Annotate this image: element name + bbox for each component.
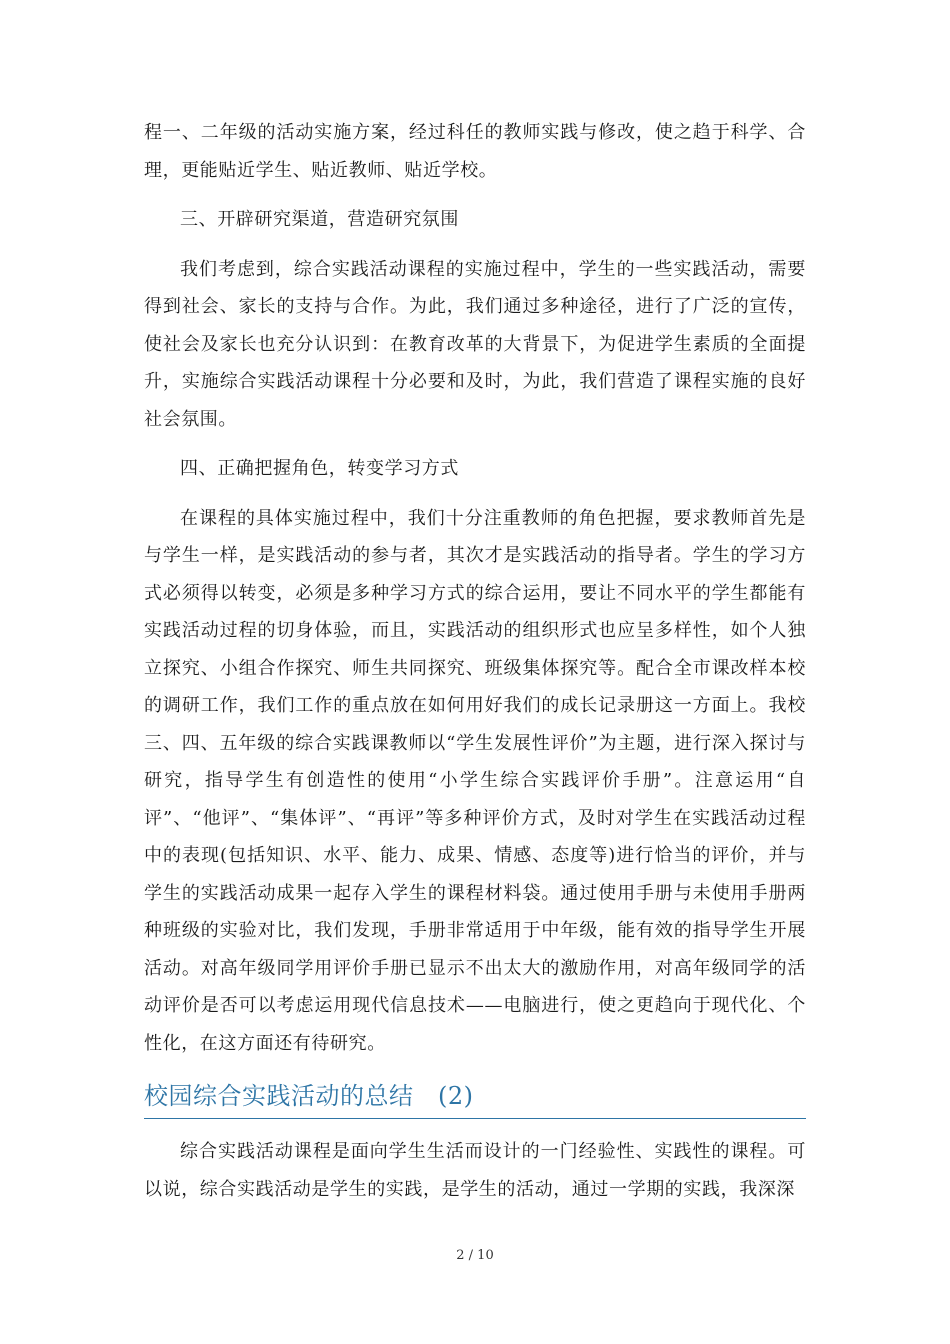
section-intro-paragraph: 综合实践活动课程是面向学生生活而设计的一门经验性、实践性的课程。可以说，综合实践活动是学生的实践，是学生的活动，通过一学期的实践，我深深 (144, 1141, 806, 1200)
paragraph-section-3: 我们考虑到，综合实践活动课程的实施过程中，学生的一些实践活动，需要得到社会、家长的支持与合作。为此，我们通过多种途径，进行了广泛的宣传，使社会及家长也充分认识到：在教育改革的大背景下，为促进学生素质的全面提升，实施综合实践活动课程十分必要和及时，为此，我们营造了课程实施的良好社会氛围。 (144, 258, 806, 430)
document-body (144, 114, 806, 1208)
page-number: 2 / 10 (456, 1248, 494, 1263)
heading-section-4: 四、正确把握角色，转变学习方式 (180, 458, 459, 479)
continuation-paragraph: 程一、二年级的活动实施方案，经过科任的教师实践与修改，使之趋于科学、合理，更能贴近学生、贴近教师、贴近学校。 (144, 122, 806, 181)
paragraph-section-4: 在课程的具体实施过程中，我们十分注重教师的角色把握，要求教师首先是与学生一样，是实践活动的参与者，其次才是实践活动的指导者。学生的学习方式必须得以转变，必须是多种学习方式的综合运用，要让不同水平的学生都能有实践活动过程的切身体验，而且，实践活动的组织形式也应呈多样性，如个人独立探究、小组合作探究、师生共同探究、班级集体探究等。配合全市课改样本校的调研工作，我们工作的重点放在如何用好我们的成长记录册这一方面上。我校三、四、五年级的综合实践课教师以“学生发展性评价”为主题，进行深入探讨与研究，指导学生有创造性的使用“小学生综合实践评价手册”。注意运用“自评”、“他评”、“集体评”、“再评”等多种评价方式，及时对学生在实践活动过程中的表现(包括知识、水平、能力、成果、情感、态度等)进行恰当的评价，并与学生的实践活动成果一起存入学生的课程材料袋。通过使用手册与未使用手册两种班级的实验对比，我们发现，手册非常适用于中年级，能有效的指导学生开展活动。对高年级同学用评价手册已显示不出太大的激励作用，对高年级同学的活动评价是否可以考虑运用现代信息技术——电脑进行，使之更趋向于现代化、个性化，在这方面还有待研究。 (144, 507, 806, 1054)
section-title: 校园综合实践活动的总结 (2) (144, 1076, 806, 1119)
heading-section-3: 三、开辟研究渠道，营造研究氛围 (180, 209, 459, 230)
